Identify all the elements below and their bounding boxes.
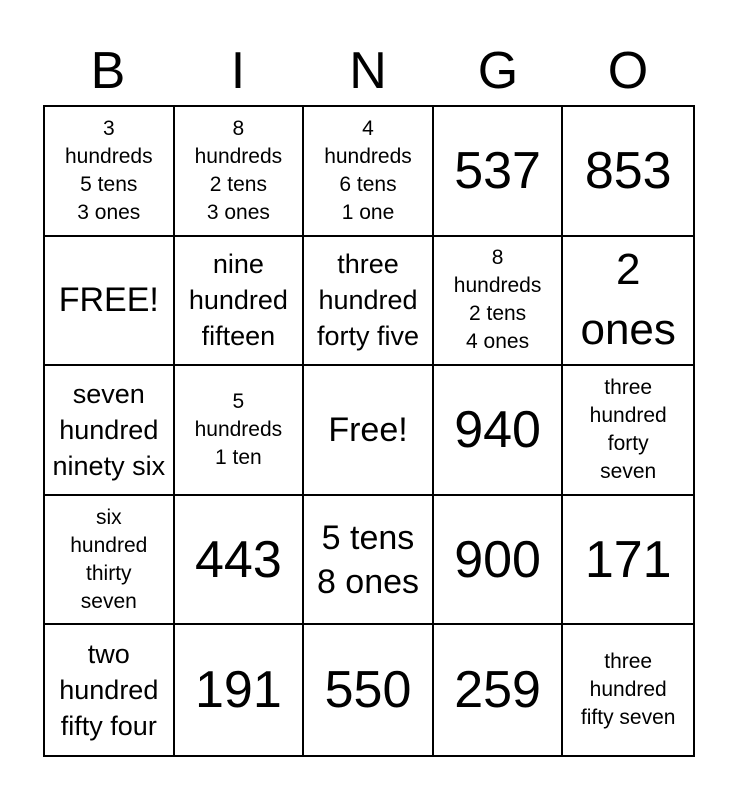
header-letter-o: O: [607, 42, 649, 100]
bingo-cell-r1-c1[interactable]: nine hundred fifteen: [175, 237, 305, 367]
bingo-cell-r3-c0[interactable]: six hundred thirty seven: [45, 496, 175, 626]
bingo-cell-r2-c4[interactable]: three hundred forty seven: [563, 366, 693, 496]
bingo-cell-r0-c2[interactable]: 4 hundreds 6 tens 1 one: [304, 107, 434, 237]
header-letter-b: B: [90, 42, 126, 100]
bingo-cell-r4-c2[interactable]: 550: [304, 625, 434, 755]
bingo-cell-r1-c0[interactable]: FREE!: [45, 237, 175, 367]
bingo-cell-r4-c3[interactable]: 259: [434, 625, 564, 755]
header-letter-i: I: [230, 42, 246, 100]
bingo-cell-r0-c1[interactable]: 8 hundreds 2 tens 3 ones: [175, 107, 305, 237]
bingo-cell-r1-c2[interactable]: three hundred forty five: [304, 237, 434, 367]
bingo-cell-r3-c1[interactable]: 443: [175, 496, 305, 626]
bingo-cell-r3-c2[interactable]: 5 tens 8 ones: [304, 496, 434, 626]
bingo-cell-r1-c4[interactable]: 2 ones: [563, 237, 693, 367]
bingo-cell-r0-c4[interactable]: 853: [563, 107, 693, 237]
bingo-cell-r4-c1[interactable]: 191: [175, 625, 305, 755]
bingo-cell-r1-c3[interactable]: 8 hundreds 2 tens 4 ones: [434, 237, 564, 367]
bingo-cell-r2-c3[interactable]: 940: [434, 366, 564, 496]
bingo-cell-r0-c0[interactable]: 3 hundreds 5 tens 3 ones: [45, 107, 175, 237]
bingo-cell-r3-c4[interactable]: 171: [563, 496, 693, 626]
bingo-cell-r0-c3[interactable]: 537: [434, 107, 564, 237]
header-letter-n: N: [349, 42, 387, 100]
bingo-cell-r3-c3[interactable]: 900: [434, 496, 564, 626]
bingo-cell-r2-c2[interactable]: Free!: [304, 366, 434, 496]
header-letter-g: G: [477, 42, 519, 100]
bingo-cell-r2-c0[interactable]: seven hundred ninety six: [45, 366, 175, 496]
bingo-cell-r2-c1[interactable]: 5 hundreds 1 ten: [175, 366, 305, 496]
bingo-header: [43, 38, 695, 104]
bingo-cell-r4-c0[interactable]: two hundred fifty four: [45, 625, 175, 755]
bingo-cell-r4-c4[interactable]: three hundred fifty seven: [580, 650, 676, 730]
bingo-board: [43, 105, 695, 757]
